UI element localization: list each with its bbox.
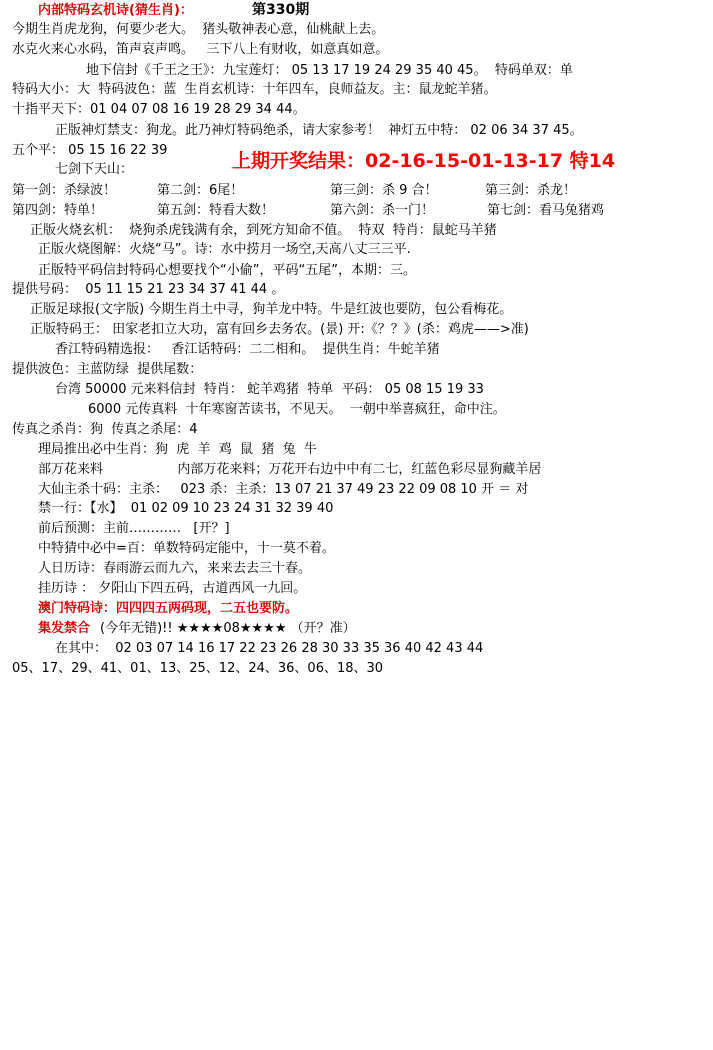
text-line: 正版特码王： 田家老扣立大功，富有回乡去务农。(景) 开:《？？》(杀：鸡虎——>准) [30,322,529,337]
latest-result: 上期开奖结果：02-16-15-01-13-17 特14 [232,150,616,172]
text-line: 香江特码精选报： 香江话特码：二二相和。 提供生肖：牛蛇羊猪 [55,342,440,357]
text-line: 挂历诗 ： 夕阳山下四五码，古道西风一九回。 [38,581,307,596]
text-line: 部万花来料 内部万花来料；万花开右边中中有二七，红蓝色彩尽显狗藏羊居 [38,462,542,477]
text-line: 前后预测：主前………… [开？] [38,521,230,536]
text-line: 水克火来心水码，笛声哀声鸣。 三下八上有财收，如意真如意。 [12,42,389,57]
jifa-label: 集发禁合 [38,621,91,636]
issue-number: 第330期 [252,2,310,18]
text-line: 传真之杀肖：狗 传真之杀尾：4 [12,422,198,437]
sword-item: 第三剑：杀 9 合！ [330,183,438,198]
text-line: 今期生肖虎龙狗，何要少老大。 猪头敬神表心意，仙桃献上去。 [12,22,385,37]
text-line: 大仙主杀十码：主杀： 023 杀：主杀：13 07 21 37 49 23 22 09 08 10 开 ＝ 对 [38,482,529,497]
text-line: 人日历诗：春雨游云而九六，来来去去三十春。 [38,561,312,576]
text-line: 正版火烧玄机： 烧狗杀虎钱满有余，到死方知命不值。 特双 特肖：鼠蛇马羊猪 [30,223,497,238]
text-line: 五个平： 05 15 16 22 39 [12,143,168,158]
header-title: 内部特码玄机诗(猜生肖)： [38,3,193,18]
text-line: 七剑下天山： [55,162,134,177]
text-line: 中特猜中必中=百：单数特码定能中，十一莫不着。 [38,541,335,556]
text-line: 6000 元传真料 十年寒窗苦读书，不见天。 一朝中举喜疯狂，命中注。 [88,402,506,417]
text-line: 特码大小：大 特码波色：蓝 生肖玄机诗：十年四车，良师益友。主：鼠龙蛇羊猪。 [12,82,497,97]
text-line: 正版火烧图解：火烧“马”。诗：水中捞月一场空,天高八丈三三平. [38,242,411,257]
sword-item: 第五剑：特看大数！ [157,203,275,218]
text-line: 05、17、29、41、01、13、25、12、24、36、06、18、30 [12,661,384,676]
text-line: 正版特平码信封特码心想要找个“小偷”，平码“五尾”，本期：三。 [38,263,416,278]
text-line: 禁一行：【水】 01 02 09 10 23 24 31 32 39 40 [38,501,334,516]
text-line: 正版神灯禁支：狗龙。此乃神灯特码绝杀，请大家参考！ 神灯五中特： 02 06 34 37 45。 [55,123,583,138]
text-line: 理局推出必中生肖：狗 虎 羊 鸡 鼠 猪 兔 牛 [38,442,317,457]
text-line: 台湾 50000 元来料信封 特肖： 蛇羊鸡猪 特单 平码： 05 08 15 19 33 [55,382,484,397]
text-line: 地下信封《千王之王》：九宝莲灯： 05 13 17 19 24 29 35 40 45。 特码单双：单 [86,63,573,78]
text-line: 十指平天下：01 04 07 08 16 19 28 29 34 44。 [12,102,306,117]
text-line: 正版足球报(文字版) 今期生肖土中寻，狗羊龙中特。牛是红波也要防，包公看梅花。 [30,302,513,317]
sword-item: 第六剑：杀一门！ [330,203,435,218]
text-line: 提供号码： 05 11 15 21 23 34 37 41 44 。 [12,282,285,297]
text-line: 在其中： 02 03 07 14 16 17 22 23 26 28 30 33 35 36 40 42 43 44 [55,641,484,656]
text-line: (今年无错)!! ★★★★08★★★★ （开？准） [100,621,356,636]
sword-item: 第一剑：杀绿波！ [12,183,117,198]
text-line: 提供波色：主蓝防绿 提供尾数： [12,362,203,377]
sword-item: 第二剑：6尾！ [157,183,244,198]
macau-poem: 澳门特码诗：四四四五两码现，二五也要防。 [38,601,299,616]
sword-item: 第七剑：看马兔猪鸡 [487,203,605,218]
sword-item: 第三剑：杀龙！ [485,183,577,198]
sword-item: 第四剑：特单！ [12,203,104,218]
